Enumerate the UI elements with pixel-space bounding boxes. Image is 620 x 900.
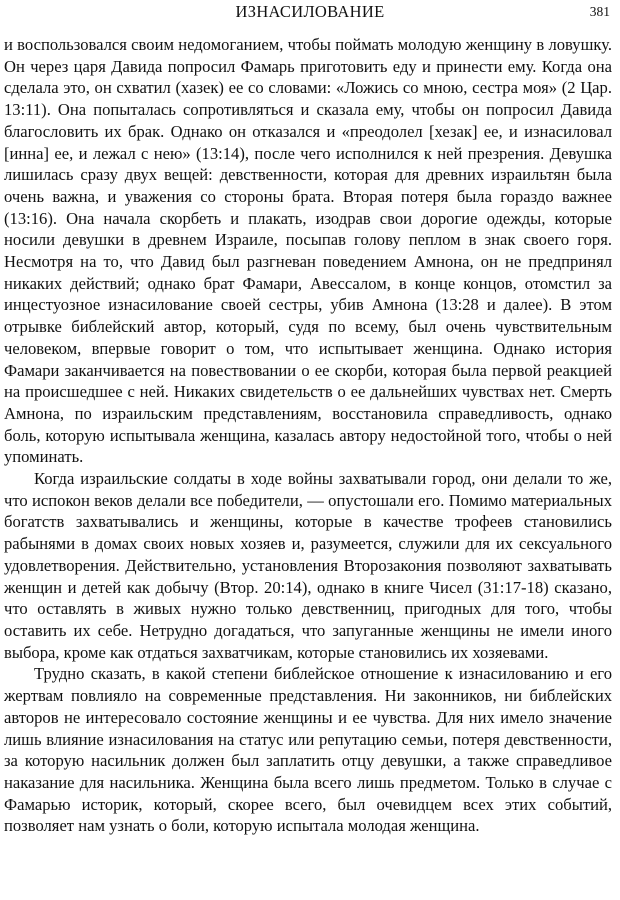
paragraph-conclusion: Трудно сказать, в какой степени библейское отношение к изнасилованию и его жертвам повлияло на современные представления. Ни законников, ни библейских авторов не интересовало состояние женщины и ее чувства. Для них имело значение лишь влияние изнасилования на статус или репутацию семьи, потеря девственности, за которую насильник должен был заплатить отцу девушки, а также справедливое наказание для насильника. Женщина была всего лишь предметом. Только в случае с Фамарью историк, который, скорее всего, был очевидцем всех этих событий, позволяет нам узнать о боли, которую испытала молодая женщина. <box>4 664 612 836</box>
paragraph-soldiers: Когда израильские солдаты в ходе войны захватывали город, они делали то же, что испокон веков делали все победители, — опустошали его. Помимо материальных богатств захватывались и женщины, которые в качестве трофеев становились рабынями в домах своих новых хозяев и, разумеется, служили для их сексуального удовлетворения. Действительно, установления Второзакония позволяют захватывать женщин и детей как добычу (Втор. 20:14), однако в книге Чисел (31:17-18) сказано, что оставлять в живых нужно только девственниц, пригодных для того, чтобы оставить их себе. Нетрудно догадаться, что запуганные женщины не имели иного выбора, кроме как отдаться захватчикам, которые становились их хозяевами. <box>4 469 612 662</box>
page-number: 381 <box>589 4 610 19</box>
paragraph-continuation: и воспользовался своим недомоганием, чтобы поймать молодую женщину в ловушку. Он через царя Давида попросил Фамарь приготовить еду и принести ему. Когда она сделала это, он схватил (хазек) ее со словами: «Ложись со мною, сестра моя» (2 Цар. 13:11). Она попыталась сопротивляться и сказала ему, чтобы он попросил Давида благословить их брак. Однако он отказался и «преодолел [хезак] ее, и изнасиловал [инна] ее, и лежал с нею» (13:14), после чего исполнился к ней презрения. Девушка лишилась сразу двух вещей: девственности, которая для древних израильтян была очень важна, и уважения со стороны брата. Вторая потеря была гораздо важнее (13:16). Она начала скорбеть и плакать, изодрав свои дорогие одежды, которые носили девушки в древнем Израиле, посыпав голову пеплом в знак своего горя. Несмотря на то, что Давид был разгневан поведением Амнона, он не предпринял никаких действий; однако брат Фамари, Авессалом, в конце концов, отомстил за инцестуозное изнасилование своей сестры, убив Амнона (13:28 и далее). В этом отрывке библейский автор, который, судя по всему, был очень чувствительным человеком, впервые говорит о том, что испытывает женщина. Однако история Фамари заканчивается на повествовании о ее скорби, которая была первой реакцией на происшедшее с ней. Никаких свидетельств о ее дальнейших чувствах нет. Смерть Амнона, по израильским представлениям, восстановила справедливость, однако боль, которую испытывала женщина, казалась автору недостойной того, чтобы о ней упоминать. <box>4 35 612 467</box>
body-text <box>4 34 612 837</box>
page-header <box>4 0 616 26</box>
running-title: ИЗНАСИЛОВАНИЕ <box>235 2 385 21</box>
